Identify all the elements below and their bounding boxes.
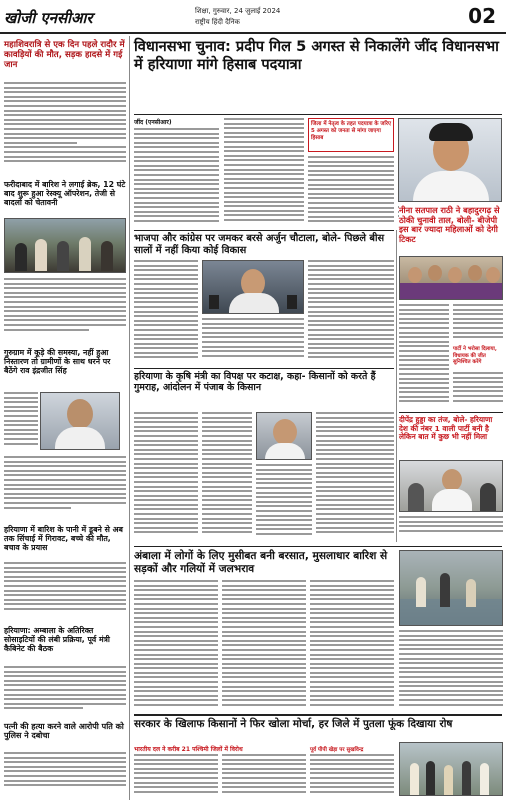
right-body-2 xyxy=(399,516,503,542)
lead-byline: जींद (एनसीआर) xyxy=(134,119,172,126)
mid-divider-2 xyxy=(134,368,394,369)
left-body-2 xyxy=(4,278,126,340)
masthead-logo: खोजी एनसीआर xyxy=(4,9,93,27)
lead-pull-quote: जिला में नेतृत्व के तहत पदयात्रा के जरिए 5 अगस्त को जनता से मांगा जाएगा हिसाब xyxy=(311,121,391,141)
left-column-divider xyxy=(129,36,130,800)
bottom-subhead-2: पूर्व पीपी खेड़ा पर सुखविन्द्र xyxy=(310,747,364,753)
lead-body-col-2 xyxy=(224,118,304,228)
left-body-5 xyxy=(4,562,126,620)
page-number: 02 xyxy=(468,4,496,28)
bottom-photo-protest xyxy=(399,742,503,796)
left-headline-2: फरीदाबाद में बारिश ने लगाई ब्रेक, 12 घंटे बाद शुरू हुआ रेस्क्यू ऑपरेशन, तेजी से बादलों को चेतावनी xyxy=(4,180,126,208)
left-headline-4: हरियाणा में बारिश के पानी में डूबने से अब तक सिंचाई में गिरावट, बच्चे की मौत, बचाव के प्रयास xyxy=(4,525,123,553)
left-body-7 xyxy=(4,752,126,796)
right-photo-deepender-hooda xyxy=(399,460,503,512)
lead-pull-box xyxy=(308,118,394,152)
left-photo-crowd xyxy=(4,218,126,273)
mid-body-2d xyxy=(316,412,394,542)
right-caption: पार्टी ने भरोसा दिलाया, विधायक की जीत सुनिश्चित करेंगे xyxy=(453,346,497,365)
right-headline-1: नीना सतपाल राठी ने बहादुरगढ़ से ठोकी चुनावी ताल, बोली- बीजेपी इस बार ज्यादा महिलाओं को देगी टिकट xyxy=(399,206,503,245)
bottom-divider xyxy=(134,714,502,716)
mid-body-3c xyxy=(310,580,394,712)
lead-body-col-1 xyxy=(134,118,219,228)
mid-headline-2: हरियाणा के कृषि मंत्री का विपक्ष पर कटाक्ष, कहा- किसानों को करते हैं गुमराह, आंदोलन में पंजाब के किसान xyxy=(134,371,376,394)
left-body-1 xyxy=(4,82,126,172)
left-headline-3: गुरुग्राम में कूड़े की समस्या, नहीं हुआ निस्तारण तो ग्रामीणों के साथ धरने पर बैठेंगे राव इंद्रजीत सिंह xyxy=(4,348,111,376)
right-photo-neena-rathi xyxy=(399,256,503,300)
mid-photo-minister xyxy=(256,412,312,460)
mid-body-1b xyxy=(202,318,304,364)
left-body-6 xyxy=(4,666,126,716)
mid-body-1c xyxy=(308,260,394,364)
mid-photo-press xyxy=(202,260,304,314)
mid-headline-1: भाजपा और कांग्रेस पर जमकर बरसे अर्जुन चौटाला, बोले- पिछले बीस सालों में नहीं किया कोई विकास xyxy=(134,233,385,256)
right-divider xyxy=(399,412,503,413)
bottom-body-3 xyxy=(310,754,394,798)
masthead-tagline: राष्ट्रीय हिंदी दैनिक xyxy=(195,18,240,26)
right-column-divider xyxy=(396,230,397,542)
right-body-3 xyxy=(399,630,503,712)
lead-photo-pradeep-gill xyxy=(398,118,502,202)
mid-headline-3: अंबाला में लोगों के लिए मुसीबत बनी बरसात, मुसलाधार बारिश से सड़कों और गलियों में जलभराव xyxy=(134,550,388,575)
mid-body-1a xyxy=(134,260,198,364)
bottom-subhead: भारतीय दल ने करीब 21 पश्चिमी जिलों में विरोध xyxy=(134,746,243,753)
mid-body-2b xyxy=(202,412,252,542)
mid-body-2c xyxy=(256,464,312,542)
left-photo-portrait xyxy=(40,392,120,450)
lead-body-col-3 xyxy=(308,156,394,228)
lead-headline: विधानसभा चुनाव: प्रदीप गिल 5 अगस्त से निकालेंगे जींद विधानसभा में हरियाणा मांगे हिसाब पदयात्रा xyxy=(134,38,499,74)
right-photo-flood xyxy=(399,550,503,626)
bottom-body-1 xyxy=(134,754,218,798)
left-body-3 xyxy=(4,392,38,452)
mid-body-3a xyxy=(134,580,218,712)
lead-rule xyxy=(134,114,502,115)
left-headline-6: पत्नी की हत्या करने वाले आरोपी पति को पुलिस ने दबोचा xyxy=(4,722,124,741)
mid-divider-3 xyxy=(134,546,502,547)
masthead xyxy=(0,0,506,34)
right-headline-2: दीपेंद्र हुड्डा का तंज, बोले- हरियाणा देश की नंबर 1 वाली पार्टी बनी है लेकिन बात में कुछ भी नहीं मिला xyxy=(399,415,493,442)
left-headline-1: महाशिवरात्रि से एक दिन पहले रादौर में कावड़ियों की मौत, सड़क हादसे में गई जान xyxy=(4,40,125,71)
mid-headline-4: सरकार के खिलाफ किसानों ने फिर खोला मोर्चा, हर जिले में पुतला फूंक दिखाया रोष xyxy=(134,718,453,730)
right-body-1b xyxy=(453,304,503,344)
mid-body-2a xyxy=(134,412,198,542)
right-body-1c xyxy=(453,372,503,410)
masthead-date: शिक्षा, गुरुवार, 24 जुलाई 2024 xyxy=(195,7,281,15)
mid-body-3b xyxy=(222,580,306,712)
left-headline-5: हरियाणा: अम्बाला के अतिरिक्त सोसाइटियों की लंबी प्रक्रिया, पूर्व मंत्री कैबिनेट की बैठक xyxy=(4,626,110,654)
mid-divider-1 xyxy=(134,230,394,231)
right-body-1a xyxy=(399,304,449,410)
bottom-body-2 xyxy=(222,754,306,798)
left-body-4 xyxy=(4,456,126,518)
